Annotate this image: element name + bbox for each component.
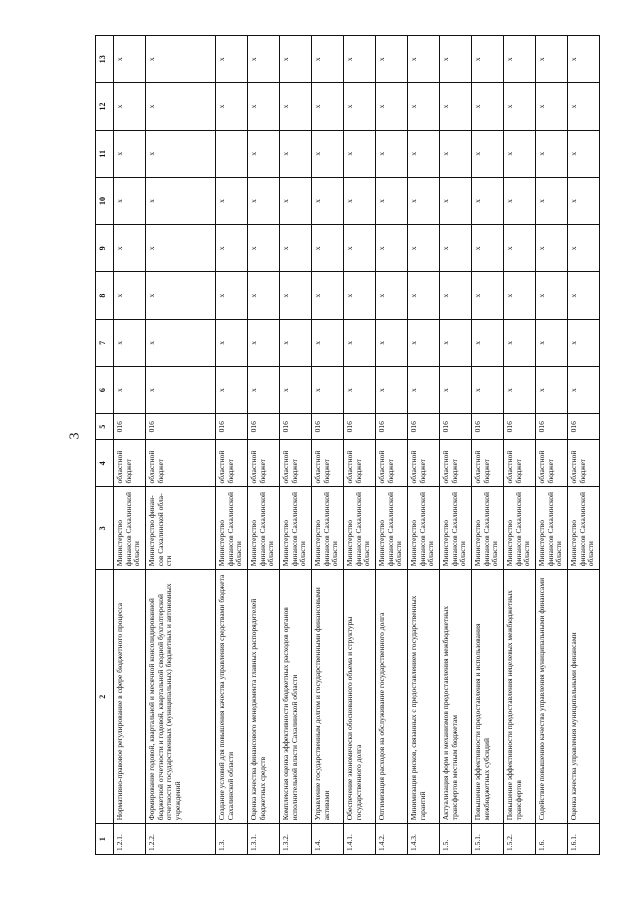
row-number: 1.5.2. — [504, 824, 536, 855]
row-number: 1.4. — [312, 824, 344, 855]
row-mark: x — [472, 366, 504, 413]
row-mark: x — [472, 272, 504, 319]
row-funding-source: областной бюджет — [536, 440, 568, 487]
row-name: Управление государственным долгом и государственными финансовыми активами — [312, 570, 344, 824]
row-code: 016 — [312, 414, 344, 440]
program-table — [95, 35, 600, 855]
table-row — [504, 36, 536, 855]
row-code: 016 — [536, 414, 568, 440]
row-mark: x — [312, 177, 344, 224]
row-mark: x — [536, 83, 568, 130]
row-name: Оптимизация расходов на обслуживание государственного долга — [376, 570, 408, 824]
row-number: 1.4.3. — [408, 824, 440, 855]
row-mark: x — [376, 366, 408, 413]
row-number: 1.6.1. — [568, 824, 600, 855]
row-name: Оценка качества финансового менеджмента главных распорядителей бюджетных средств — [248, 570, 280, 824]
row-name: Обеспечение экономически обоснованного объема и структуры государственного долга — [344, 570, 376, 824]
row-code: 016 — [376, 414, 408, 440]
row-executor: Министерство финансов Сахалинской области — [114, 487, 146, 570]
table-row — [568, 36, 600, 855]
page-number: 3 — [67, 432, 83, 440]
row-mark: x — [312, 225, 344, 272]
row-mark: x — [568, 225, 600, 272]
row-mark: x — [248, 177, 280, 224]
row-funding-source: областной бюджет — [376, 440, 408, 487]
row-executor: Министерство финансов Сахалинской области — [248, 487, 280, 570]
row-executor: Министерство финансов Сахалинской области — [440, 487, 472, 570]
row-funding-source: областной бюджет — [216, 440, 248, 487]
row-executor: Министерство финансов Сахалинской области — [472, 487, 504, 570]
row-mark: x — [376, 36, 408, 83]
row-mark: x — [504, 36, 536, 83]
row-mark: x — [312, 319, 344, 366]
table-row — [114, 36, 146, 855]
row-mark: x — [114, 177, 146, 224]
row-mark: x — [440, 319, 472, 366]
header-row — [96, 36, 114, 855]
row-code: 016 — [408, 414, 440, 440]
row-name: Минимизация рисков, связанных с предоставлением государственных гарантий — [408, 570, 440, 824]
row-mark: x — [114, 83, 146, 130]
row-funding-source: областной бюджет — [440, 440, 472, 487]
column-header: 6 — [96, 366, 114, 413]
row-number: 1.5. — [440, 824, 472, 855]
row-executor: Министерство финансов Сахалинской области — [376, 487, 408, 570]
row-executor: Министерство финан-сов Сахалинской обла-сти — [146, 487, 216, 570]
row-mark: x — [408, 130, 440, 177]
row-mark: x — [146, 177, 216, 224]
row-mark: x — [146, 366, 216, 413]
row-funding-source: областной бюджет — [114, 440, 146, 487]
row-mark: x — [344, 36, 376, 83]
row-mark: x — [114, 130, 146, 177]
row-code: 016 — [440, 414, 472, 440]
row-mark: x — [216, 366, 248, 413]
table-row — [248, 36, 280, 855]
row-executor: Министерство финансов Сахалинской области — [504, 487, 536, 570]
row-name: Повышение эффективности предоставления нецелевых межбюджетных трансфертов — [504, 570, 536, 824]
row-number: 1.4.1. — [344, 824, 376, 855]
row-mark: x — [536, 225, 568, 272]
row-mark: x — [440, 130, 472, 177]
row-mark: x — [114, 36, 146, 83]
row-mark: x — [408, 366, 440, 413]
row-mark: x — [408, 272, 440, 319]
row-mark: x — [472, 83, 504, 130]
row-name: Комплексная оценка эффективности бюджетных расходов органов исполнительной власти Сахалинской области — [280, 570, 312, 824]
column-header: 13 — [96, 36, 114, 83]
table-row — [312, 36, 344, 855]
row-mark: x — [472, 225, 504, 272]
row-mark: x — [376, 225, 408, 272]
row-mark: x — [216, 272, 248, 319]
column-header: 3 — [96, 487, 114, 570]
row-mark: x — [536, 177, 568, 224]
row-number: 1.5.1. — [472, 824, 504, 855]
column-header: 7 — [96, 319, 114, 366]
table-row — [408, 36, 440, 855]
row-mark: x — [440, 36, 472, 83]
row-mark: x — [440, 366, 472, 413]
row-mark: x — [344, 272, 376, 319]
row-name: Нормативно-правовое регулирование в сфере бюджетного процесса — [114, 570, 146, 824]
row-mark: x — [504, 130, 536, 177]
row-mark: x — [216, 177, 248, 224]
row-mark: x — [344, 130, 376, 177]
row-mark: x — [280, 36, 312, 83]
row-name: Содействие повышению качества управления муниципальными финансами — [536, 570, 568, 824]
row-code: 016 — [216, 414, 248, 440]
row-mark: x — [376, 272, 408, 319]
table-row — [344, 36, 376, 855]
row-number: 1.2.2. — [146, 824, 216, 855]
row-mark: x — [568, 319, 600, 366]
row-number: 1.6. — [536, 824, 568, 855]
row-name: Актуализация форм и механизмов предоставления межбюджетных трансфертов местным бюджетам — [440, 570, 472, 824]
column-header: 4 — [96, 440, 114, 487]
row-mark: x — [248, 130, 280, 177]
row-name: Повышение эффективности предоставления и использования межбюджетных субсидий — [472, 570, 504, 824]
column-header: 1 — [96, 824, 114, 855]
row-code: 016 — [146, 414, 216, 440]
row-mark: x — [504, 177, 536, 224]
row-code: 016 — [248, 414, 280, 440]
row-mark: x — [114, 366, 146, 413]
row-funding-source: областной бюджет — [568, 440, 600, 487]
row-code: 016 — [568, 414, 600, 440]
row-name: Создание условий для повышения качества управления средствами бюджета Сахалинской области — [216, 570, 248, 824]
row-funding-source: областной бюджет — [408, 440, 440, 487]
row-mark: x — [536, 130, 568, 177]
row-mark: x — [568, 366, 600, 413]
row-mark: x — [312, 272, 344, 319]
row-mark: x — [504, 319, 536, 366]
row-mark: x — [472, 36, 504, 83]
row-mark: x — [376, 83, 408, 130]
row-number: 1.2.1. — [114, 824, 146, 855]
row-mark: x — [114, 225, 146, 272]
row-code: 016 — [344, 414, 376, 440]
row-funding-source: областной бюджет — [504, 440, 536, 487]
table-row — [440, 36, 472, 855]
row-mark: x — [344, 366, 376, 413]
row-mark: x — [216, 83, 248, 130]
column-header: 11 — [96, 130, 114, 177]
row-mark: x — [248, 272, 280, 319]
table-row — [472, 36, 504, 855]
row-mark: x — [146, 130, 216, 177]
row-mark: x — [504, 272, 536, 319]
row-mark: x — [280, 366, 312, 413]
table-row — [376, 36, 408, 855]
row-mark: x — [568, 272, 600, 319]
column-header: 10 — [96, 177, 114, 224]
row-mark: x — [472, 319, 504, 366]
row-mark: x — [568, 83, 600, 130]
row-mark: x — [248, 366, 280, 413]
row-mark: x — [536, 366, 568, 413]
row-mark: x — [146, 225, 216, 272]
row-mark: x — [568, 177, 600, 224]
row-mark: x — [376, 130, 408, 177]
row-mark: x — [114, 272, 146, 319]
row-code: 016 — [504, 414, 536, 440]
row-mark: x — [408, 225, 440, 272]
row-mark: x — [408, 36, 440, 83]
row-mark: x — [408, 177, 440, 224]
row-mark: x — [280, 130, 312, 177]
row-mark: x — [312, 130, 344, 177]
row-funding-source: областной бюджет — [280, 440, 312, 487]
row-mark: x — [216, 36, 248, 83]
table-row — [146, 36, 216, 855]
row-executor: Министерство финансов Сахалинской области — [568, 487, 600, 570]
column-header: 9 — [96, 225, 114, 272]
row-name: Оценка качества управления муниципальными финансами — [568, 570, 600, 824]
row-mark: x — [344, 225, 376, 272]
row-mark: x — [312, 366, 344, 413]
table-row — [280, 36, 312, 855]
row-name: Формирование годовой, квартальной и месячной консолидированной бюджетной отчетности и годовой, квартальной сводной бухгалтерской отчетности государственных (муниципальных) бюджетных и автономных учреждений — [146, 570, 216, 824]
row-mark: x — [376, 319, 408, 366]
row-mark: x — [280, 272, 312, 319]
column-header: 8 — [96, 272, 114, 319]
row-mark: x — [114, 319, 146, 366]
row-mark: x — [280, 83, 312, 130]
row-mark: x — [344, 83, 376, 130]
row-mark: x — [312, 83, 344, 130]
column-header: 2 — [96, 570, 114, 824]
row-mark: x — [440, 272, 472, 319]
row-code: 016 — [280, 414, 312, 440]
row-mark: x — [216, 225, 248, 272]
row-mark: x — [344, 177, 376, 224]
row-funding-source: областной бюджет — [248, 440, 280, 487]
row-number: 1.3. — [216, 824, 248, 855]
row-mark: x — [312, 36, 344, 83]
row-mark: x — [146, 319, 216, 366]
row-mark: x — [536, 272, 568, 319]
row-executor: Министерство финансов Сахалинской области — [216, 487, 248, 570]
row-funding-source: областной бюджет — [146, 440, 216, 487]
program-table-rotated — [95, 35, 595, 855]
row-code: 016 — [114, 414, 146, 440]
column-header: 5 — [96, 414, 114, 440]
row-mark: x — [504, 83, 536, 130]
row-mark: x — [146, 83, 216, 130]
row-mark: x — [472, 177, 504, 224]
row-mark: x — [472, 130, 504, 177]
table-row — [536, 36, 568, 855]
row-mark: x — [408, 319, 440, 366]
row-funding-source: областной бюджет — [344, 440, 376, 487]
row-mark: x — [440, 177, 472, 224]
row-mark: x — [248, 319, 280, 366]
row-mark — [216, 130, 248, 177]
row-executor: Министерство финансов Сахалинской области — [280, 487, 312, 570]
row-mark: x — [408, 83, 440, 130]
row-mark: x — [504, 366, 536, 413]
row-mark: x — [440, 83, 472, 130]
row-mark: x — [248, 225, 280, 272]
row-number: 1.3.2. — [280, 824, 312, 855]
row-executor: Министерство финансов Сахалинской области — [312, 487, 344, 570]
row-number: 1.3.1. — [248, 824, 280, 855]
row-mark: x — [536, 319, 568, 366]
column-header: 12 — [96, 83, 114, 130]
row-mark: x — [344, 319, 376, 366]
row-mark: x — [440, 225, 472, 272]
row-mark: x — [280, 177, 312, 224]
row-funding-source: областной бюджет — [312, 440, 344, 487]
row-mark: x — [248, 83, 280, 130]
row-mark: x — [536, 36, 568, 83]
row-mark: x — [248, 36, 280, 83]
table-body — [114, 36, 600, 855]
row-executor: Министерство финансов Сахалинской области — [344, 487, 376, 570]
row-mark: x — [568, 130, 600, 177]
row-code: 016 — [472, 414, 504, 440]
row-mark: x — [504, 225, 536, 272]
row-mark: x — [216, 319, 248, 366]
row-mark: x — [376, 177, 408, 224]
row-executor: Министерство финансов Сахалинской области — [536, 487, 568, 570]
row-mark: x — [568, 36, 600, 83]
table-row — [216, 36, 248, 855]
row-executor: Министерство финансов Сахалинской области — [408, 487, 440, 570]
row-mark: x — [146, 272, 216, 319]
row-mark: x — [146, 36, 216, 83]
row-mark: x — [280, 225, 312, 272]
row-mark: x — [280, 319, 312, 366]
row-number: 1.4.2. — [376, 824, 408, 855]
row-funding-source: областной бюджет — [472, 440, 504, 487]
